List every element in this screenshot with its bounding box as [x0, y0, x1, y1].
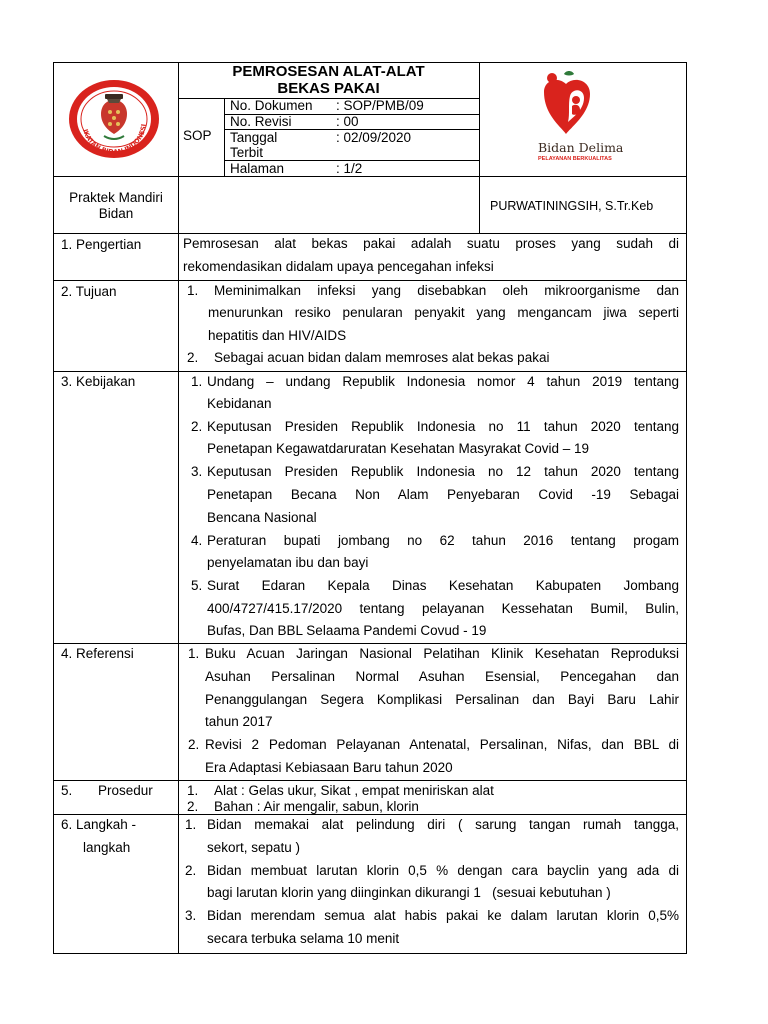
pengertian-line-2: rekomendasikan didalam upaya pencegahan infeksi: [183, 259, 494, 274]
pengertian-label: 1. Pengertian: [61, 237, 142, 252]
langkah-label-line2: langkah: [83, 840, 131, 855]
tujuan-item-1-line-2: menurunkan resiko penularan penyakit yang mengancam jiwa seperti: [208, 305, 679, 320]
signer-name: PURWATININGSIH, S.Tr.Keb: [490, 199, 654, 213]
page-value: : 1/2: [336, 161, 363, 176]
issue-date-label-2: Terbit: [230, 145, 264, 160]
referensi-item-2-line-1: Revisi 2 Pedoman Pelayanan Antenatal, Persalinan, Nifas, dan BBL di: [205, 737, 679, 752]
table-border-bottom: [53, 953, 687, 954]
kebijakan-item-4-num: 4.: [191, 533, 203, 548]
sop-label: SOP: [183, 128, 212, 143]
kebijakan-label: 3. Kebijakan: [61, 374, 136, 389]
referensi-label: 4. Referensi: [61, 646, 134, 661]
langkah-item-2-line-1: Bidan membuat larutan klorin 0,5 % dengan cara bayclin yang ada di: [207, 863, 679, 878]
sop-column-border: [224, 98, 225, 177]
langkah-item-3-line-2: secara terbuka selama 10 menit: [207, 931, 400, 946]
header-right-border: [479, 62, 480, 234]
doc-number-value: : SOP/PMB/09: [336, 98, 424, 113]
prosedur-label-num: 5.: [61, 783, 73, 798]
referensi-item-2-line-2: Era Adaptasi Kebiasaan Baru tahun 2020: [205, 760, 453, 775]
tujuan-label: 2. Tujuan: [61, 284, 117, 299]
langkah-item-2-num: 2.: [185, 863, 197, 878]
doc-number-label: No. Dokumen: [230, 98, 313, 113]
bidan-delima-name: Bidan Delima: [538, 140, 624, 155]
referensi-item-1-line-4: tahun 2017: [205, 714, 273, 729]
kebijakan-item-4-line-2: penyelamatan ibu dan bayi: [207, 555, 369, 570]
langkah-item-1-line-2: sekort, sepatu ): [207, 840, 301, 855]
kebijakan-item-2-line-1: Keputusan Presiden Republik Indonesia no 11 tahun 2020 tentang: [207, 419, 679, 434]
prosedur-item-2-num: 2.: [187, 799, 199, 814]
label-column-border: [178, 62, 179, 954]
kebijakan-item-1-num: 1.: [191, 374, 203, 389]
practice-label-line1: Praktek Mandiri: [69, 190, 163, 205]
referensi-item-1-line-1: Buku Acuan Jaringan Nasional Pelatihan Klinik Kesehatan Reproduksi: [205, 646, 679, 661]
kebijakan-item-5-num: 5.: [191, 578, 203, 593]
kebijakan-item-5-line-1: Surat Edaran Kepala Dinas Kesehatan Kabupaten Jombang: [207, 578, 679, 593]
kebijakan-item-1-line-1: Undang – undang Republik Indonesia nomor 4 tahun 2019 tentang: [207, 374, 679, 389]
bidan-delima-logo-icon: [536, 70, 648, 170]
kebijakan-item-5-line-3: Bufas, Dan BBL Selaama Pandemi Covud - 19: [207, 623, 487, 638]
kebijakan-item-3-line-2: Penetapan Becana Non Alam Penyebaran Covid -19 Sebagai: [207, 487, 679, 502]
langkah-item-1-line-1: Bidan memakai alat pelindung diri ( sarung tangan rumah tangga,: [207, 817, 679, 832]
prosedur-item-2-text: Bahan : Air mengalir, sabun, klorin: [214, 799, 419, 814]
ibi-logo-icon: [66, 78, 162, 160]
langkah-label-line1: 6. Langkah -: [61, 817, 137, 832]
pengertian-line-1: Pemrosesan alat bekas pakai adalah suatu proses yang sudah di: [183, 236, 679, 251]
kebijakan-item-3-line-1: Keputusan Presiden Republik Indonesia no 12 tahun 2020 tentang: [207, 464, 679, 479]
prosedur-label: Prosedur: [98, 783, 153, 798]
referensi-item-2-num: 2.: [188, 737, 200, 752]
issue-date-value: : 02/09/2020: [336, 130, 412, 145]
kebijakan-item-2-num: 2.: [191, 419, 203, 434]
kebijakan-item-5-line-2: 400/4727/415.17/2020 tentang pelayanan Kessehatan Bumil, Bulin,: [207, 601, 679, 616]
bidan-delima-tagline: PELAYANAN BERKUALITAS: [538, 156, 612, 162]
langkah-item-3-line-1: Bidan merendam semua alat habis pakai ke dalam larutan klorin 0,5%: [207, 908, 679, 923]
table-border-right: [686, 62, 687, 954]
langkah-item-2-line-2: bagi larutan klorin yang diinginkan dikurangi 1 (sesuai kebutuhan ): [207, 885, 611, 900]
page-label: Halaman: [230, 161, 285, 176]
header-bottom-border: [53, 176, 687, 177]
kebijakan-item-3-line-3: Bencana Nasional: [207, 510, 317, 525]
referensi-item-1-num: 1.: [188, 646, 200, 661]
practice-label-line2: Bidan: [98, 206, 134, 221]
row-border-4: [53, 780, 687, 781]
langkah-item-3-num: 3.: [185, 908, 197, 923]
kebijakan-item-3-num: 3.: [191, 464, 203, 479]
tujuan-item-2-num: 2.: [187, 350, 199, 365]
referensi-item-1-line-2: Asuhan Persalinan Normal Asuhan Esensial, Pencegahan dan: [205, 669, 679, 684]
prosedur-item-1-num: 1.: [187, 783, 199, 798]
langkah-item-1-num: 1.: [185, 817, 197, 832]
kebijakan-item-4-line-1: Peraturan bupati jombang no 62 tahun 2016 tentang progam: [207, 533, 679, 548]
ibi-logo-text: IKATAN BIDAN INDONESI: [81, 123, 148, 157]
sop-title-line1: PEMROSESAN ALAT-ALAT: [232, 63, 425, 80]
kebijakan-item-1-line-2: Kebidanan: [207, 396, 272, 411]
issue-date-label: Tanggal: [230, 130, 278, 145]
tujuan-item-2-line-1: Sebagai acuan bidan dalam memroses alat bekas pakai: [214, 350, 550, 365]
revision-label: No. Revisi: [230, 114, 292, 129]
revision-value: : 00: [336, 114, 359, 129]
sop-title-line2: BEKAS PAKAI: [277, 80, 380, 97]
referensi-item-1-line-3: Penanggulangan Segera Komplikasi Persalinan dan Bayi Baru Lahir: [205, 692, 679, 707]
tujuan-item-1-num: 1.: [187, 283, 199, 298]
prosedur-item-1-text: Alat : Gelas ukur, Sikat , empat meniriskan alat: [214, 783, 494, 798]
tujuan-item-1-line-1: Meminimalkan infeksi yang disebabkan oleh mikroorganisme dan: [214, 283, 679, 298]
kebijakan-item-2-line-2: Penetapan Kegawatdaruratan Kesehatan Masyrakat Covid – 19: [207, 441, 590, 456]
tujuan-item-1-line-3: hepatitis dan HIV/AIDS: [208, 328, 347, 343]
